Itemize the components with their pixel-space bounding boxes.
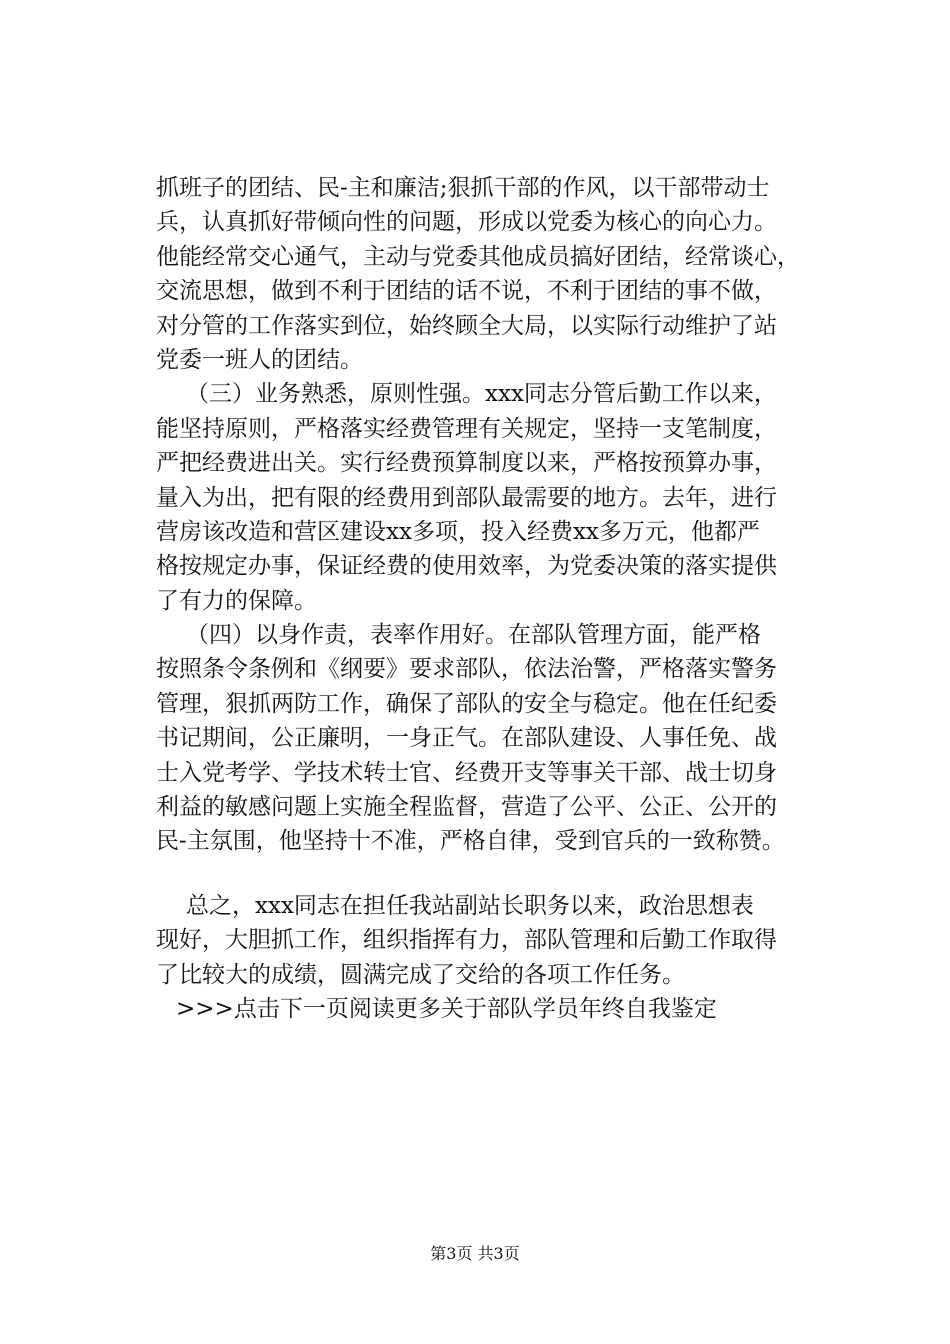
paragraph-business-principle (156, 377, 856, 618)
text-line: 交流思想，做到不利于团结的话不说，不利于团结的事不做， (156, 278, 777, 305)
text-line: 严把经费进出关。实行经费预算制度以来，严格按预算办事， (156, 450, 777, 477)
text-line: （三）业务熟悉，原则性强。xxx同志分管后勤工作以来， (186, 381, 777, 408)
text-line: 民-主氛围，他坚持十不准，严格自律，受到官兵的一致称赞。 (156, 828, 785, 855)
paragraph-summary (156, 889, 856, 992)
page-number-footer: 第3页 共3页 (430, 1244, 520, 1263)
text-line: 量入为出，把有限的经费用到部队最需要的地方。去年，进行 (156, 484, 777, 511)
text-line: 按照条令条例和《纲要》要求部队，依法治警，严格落实警务 (156, 656, 777, 683)
text-line: 对分管的工作落实到位，始终顾全大局，以实际行动维护了站 (156, 312, 777, 339)
text-line: 能坚持原则，严格落实经费管理有关规定，坚持一支笔制度， (156, 415, 777, 442)
text-line: 了有力的保障。 (156, 587, 317, 614)
paragraph-leadership-unity (156, 171, 856, 377)
text-line: 利益的敏感问题上实施全程监督，营造了公平、公正、公开的 (156, 794, 777, 821)
text-line: 营房该改造和营区建设xx多项，投入经费xx多万元，他都严 (156, 518, 760, 545)
text-line: 兵，认真抓好带倾向性的问题，形成以党委为核心的向心力。 (156, 209, 777, 236)
paragraph-spacer (156, 859, 856, 889)
text-line: 管理，狠抓两防工作，确保了部队的安全与稳定。他在任纪委 (156, 690, 777, 717)
text-line: 党委一班人的团结。 (156, 346, 363, 373)
text-line: 现好，大胆抓工作，组织指挥有力，部队管理和后勤工作取得 (156, 927, 777, 954)
text-line: 书记期间，公正廉明，一身正气。在部队建设、人事任免、战 (156, 725, 777, 752)
document-body (156, 171, 856, 1026)
next-page-link[interactable]: >>>点击下一页阅读更多关于部队学员年终自我鉴定 (176, 995, 717, 1022)
text-line: （四）以身作责，表率作用好。在部队管理方面，能严格 (186, 622, 761, 649)
text-line: 士入党考学、学技术转士官、经费开支等事关干部、战士切身 (156, 759, 777, 786)
text-line: 抓班子的团结、民-主和廉洁;狠抓干部的作风，以干部带动士 (156, 175, 770, 201)
text-line: 了比较大的成绩，圆满完成了交给的各项工作任务。 (156, 961, 685, 988)
text-line: 他能经常交心通气，主动与党委其他成员搞好团结，经常谈心， (156, 243, 800, 270)
paragraph-exemplary-role (156, 618, 856, 859)
text-line: 格按规定办事，保证经费的使用效率，为党委决策的落实提供 (156, 553, 777, 580)
text-line: 总之，xxx同志在担任我站副站长职务以来，政治思想表 (186, 892, 754, 919)
